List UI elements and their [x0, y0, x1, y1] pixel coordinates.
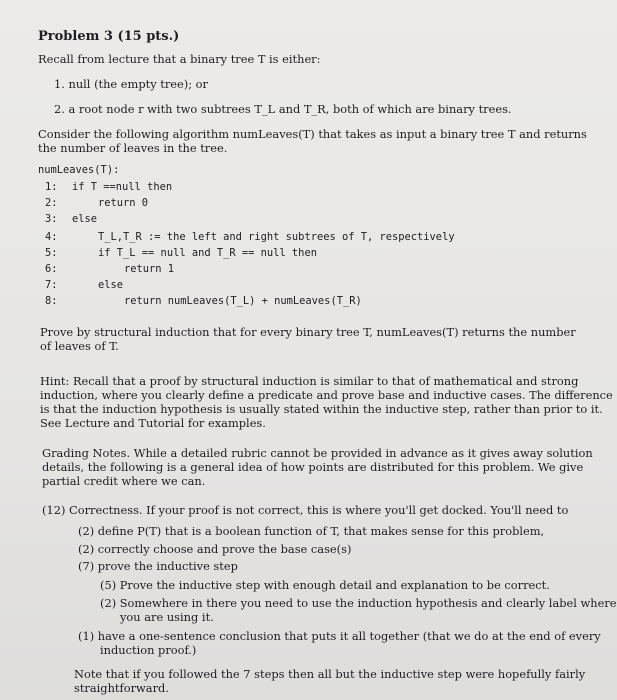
rubric-subitem-hypothesis-line-2: you are using it. — [120, 610, 214, 624]
line-number: 6: — [45, 263, 58, 275]
consider-text-line-1: Consider the following algorithm numLeaves(T) that takes as input a binary tree T and returns — [38, 127, 587, 141]
rubric-heading: (12) Correctness. If your proof is not correct, this is where you'll get docked. You'll need to — [42, 503, 569, 517]
line-number: 1: — [45, 181, 58, 193]
line-number: 7: — [45, 279, 58, 291]
code-line: if T ==null then — [72, 181, 173, 193]
code-line: return numLeaves(T_L) + numLeaves(T_R) — [124, 295, 362, 307]
rubric-subitem-detail: (5) Prove the inductive step with enough detail and explanation to be correct. — [100, 578, 550, 592]
rubric-item-conclusion-line-2: induction proof.) — [100, 643, 197, 657]
line-number: 2: — [45, 197, 58, 209]
prove-text-line-2: of leaves of T. — [40, 339, 119, 353]
line-number: 4: — [45, 231, 58, 243]
line-number: 8: — [45, 295, 58, 307]
note-text-line-1: Note that if you followed the 7 steps then all but the inductive step were hopefully fairly — [74, 667, 586, 681]
rubric-item-base-case: (2) correctly choose and prove the base case(s) — [78, 542, 352, 556]
grading-text-line-1: Grading Notes. While a detailed rubric cannot be provided in advance as it gives away solution — [42, 446, 593, 460]
hint-text-line-3: is that the induction hypothesis is usually stated within the inductive step, rather than prior to it. — [40, 402, 603, 416]
algorithm-header: numLeaves(T): — [38, 164, 120, 176]
definition-item-2: 2. a root node r with two subtrees T_L and T_R, both of which are binary trees. — [54, 102, 512, 116]
grading-text-line-3: partial credit where we can. — [42, 474, 206, 488]
problem-title: Problem 3 (15 pts.) — [38, 29, 180, 44]
line-number: 5: — [45, 247, 58, 259]
code-line: return 0 — [98, 197, 149, 209]
intro-text: Recall from lecture that a binary tree T is either: — [38, 52, 321, 66]
rubric-subitem-hypothesis-line-1: (2) Somewhere in there you need to use the induction hypothesis and clearly label where — [100, 596, 617, 610]
hint-text-line-4: See Lecture and Tutorial for examples. — [40, 416, 266, 430]
rubric-item-conclusion-line-1: (1) have a one-sentence conclusion that puts it all together (that we do at the end of every — [78, 629, 601, 643]
prove-text-line-1: Prove by structural induction that for every binary tree T, numLeaves(T) returns the number — [40, 325, 576, 339]
definition-item-1: 1. null (the empty tree); or — [54, 77, 208, 91]
code-line: else — [98, 279, 124, 291]
rubric-item-inductive-step: (7) prove the inductive step — [78, 559, 238, 573]
code-line: return 1 — [124, 263, 175, 275]
code-line: T_L,T_R := the left and right subtrees of T, respectively — [98, 231, 455, 243]
code-line: else — [72, 213, 98, 225]
code-line: if T_L == null and T_R == null then — [98, 247, 317, 259]
consider-text-line-2: the number of leaves in the tree. — [38, 141, 228, 155]
hint-text-line-1: Hint: Recall that a proof by structural induction is similar to that of mathematical and strong — [40, 374, 579, 388]
line-number: 3: — [45, 213, 58, 225]
hint-text-line-2: induction, where you clearly define a predicate and prove base and inductive cases. The difference — [40, 388, 613, 402]
note-text-line-2: straightforward. — [74, 681, 169, 695]
grading-text-line-2: details, the following is a general idea of how points are distributed for this problem. We give — [42, 460, 584, 474]
rubric-item-define-predicate: (2) define P(T) that is a boolean function of T, that makes sense for this problem, — [78, 524, 545, 538]
